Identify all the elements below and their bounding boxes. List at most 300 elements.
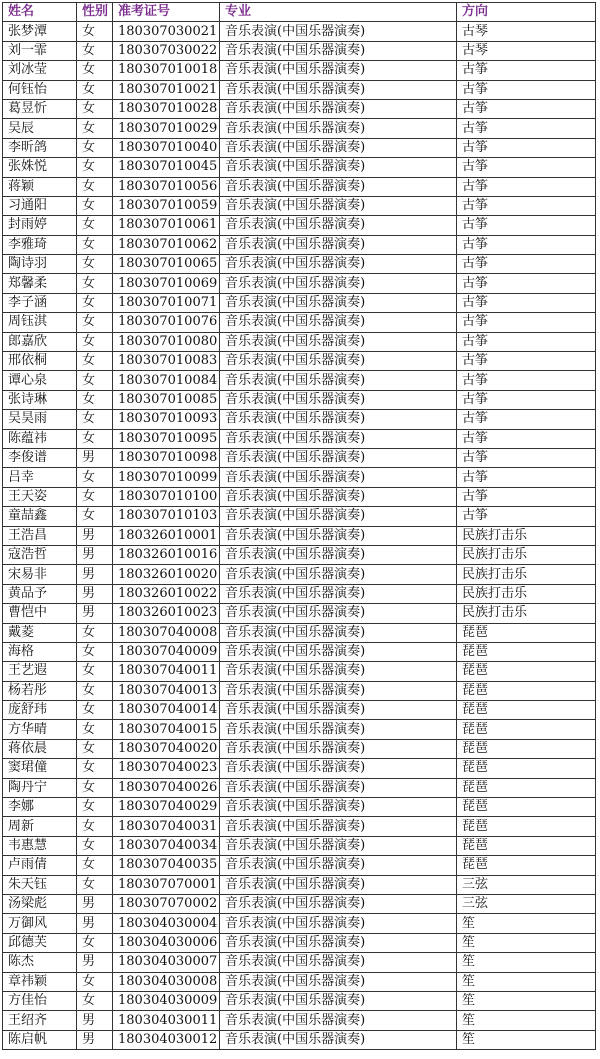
table-row bbox=[3, 991, 596, 1010]
table-row bbox=[3, 80, 596, 99]
cell-name: 吴昊雨 bbox=[3, 410, 77, 429]
cell-direction: 笙 bbox=[457, 914, 596, 933]
cell-direction: 笙 bbox=[457, 1011, 596, 1030]
cell-exam-id: 180307040026 bbox=[113, 778, 220, 797]
cell-direction: 古筝 bbox=[457, 332, 596, 351]
cell-major: 音乐表演(中国乐器演奏) bbox=[220, 604, 457, 623]
cell-direction: 古筝 bbox=[457, 390, 596, 409]
cell-major: 音乐表演(中国乐器演奏) bbox=[220, 856, 457, 875]
cell-direction: 古筝 bbox=[457, 158, 596, 177]
cell-major: 音乐表演(中国乐器演奏) bbox=[220, 778, 457, 797]
cell-direction: 古筝 bbox=[457, 235, 596, 254]
cell-gender: 女 bbox=[77, 720, 113, 739]
cell-exam-id: 180307070002 bbox=[113, 894, 220, 913]
cell-gender: 女 bbox=[77, 274, 113, 293]
cell-major: 音乐表演(中国乐器演奏) bbox=[220, 41, 457, 60]
cell-exam-id: 180307070001 bbox=[113, 875, 220, 894]
cell-gender: 女 bbox=[77, 80, 113, 99]
cell-gender: 女 bbox=[77, 798, 113, 817]
table-row bbox=[3, 410, 596, 429]
cell-exam-id: 180304030009 bbox=[113, 991, 220, 1010]
cell-gender: 女 bbox=[77, 177, 113, 196]
cell-name: 王绍齐 bbox=[3, 1011, 77, 1030]
cell-gender: 男 bbox=[77, 526, 113, 545]
cell-direction: 三弦 bbox=[457, 894, 596, 913]
cell-gender: 女 bbox=[77, 972, 113, 991]
cell-name: 戴菱 bbox=[3, 623, 77, 642]
cell-major: 音乐表演(中国乐器演奏) bbox=[220, 119, 457, 138]
cell-exam-id: 180304030007 bbox=[113, 953, 220, 972]
cell-name: 万御风 bbox=[3, 914, 77, 933]
table-row bbox=[3, 836, 596, 855]
cell-direction: 古琴 bbox=[457, 22, 596, 41]
cell-gender: 女 bbox=[77, 158, 113, 177]
cell-gender: 女 bbox=[77, 313, 113, 332]
cell-exam-id: 180307010029 bbox=[113, 119, 220, 138]
table-row bbox=[3, 894, 596, 913]
table-row bbox=[3, 623, 596, 642]
table-row bbox=[3, 545, 596, 564]
cell-name: 方佳怡 bbox=[3, 991, 77, 1010]
table-row bbox=[3, 177, 596, 196]
cell-exam-id: 180304030008 bbox=[113, 972, 220, 991]
cell-direction: 琵琶 bbox=[457, 856, 596, 875]
cell-gender: 男 bbox=[77, 894, 113, 913]
cell-gender: 女 bbox=[77, 352, 113, 371]
cell-name: 陶丹宁 bbox=[3, 778, 77, 797]
cell-name: 张姝悦 bbox=[3, 158, 77, 177]
cell-exam-id: 180307010040 bbox=[113, 138, 220, 157]
cell-direction: 琵琶 bbox=[457, 662, 596, 681]
cell-direction: 琵琶 bbox=[457, 836, 596, 855]
cell-gender: 男 bbox=[77, 914, 113, 933]
cell-major: 音乐表演(中国乐器演奏) bbox=[220, 216, 457, 235]
table-row bbox=[3, 293, 596, 312]
cell-name: 朱天钰 bbox=[3, 875, 77, 894]
cell-gender: 女 bbox=[77, 196, 113, 215]
cell-direction: 古筝 bbox=[457, 448, 596, 467]
table-row bbox=[3, 584, 596, 603]
cell-name: 卢雨倩 bbox=[3, 856, 77, 875]
cell-major: 音乐表演(中国乐器演奏) bbox=[220, 507, 457, 526]
table-row bbox=[3, 1011, 596, 1030]
cell-name: 李娜 bbox=[3, 798, 77, 817]
cell-direction: 古筝 bbox=[457, 371, 596, 390]
cell-major: 音乐表演(中国乐器演奏) bbox=[220, 914, 457, 933]
cell-direction: 古筝 bbox=[457, 255, 596, 274]
cell-exam-id: 180326010001 bbox=[113, 526, 220, 545]
cell-gender: 女 bbox=[77, 856, 113, 875]
table-row bbox=[3, 468, 596, 487]
cell-direction: 琵琶 bbox=[457, 623, 596, 642]
table-row bbox=[3, 914, 596, 933]
cell-major: 音乐表演(中国乐器演奏) bbox=[220, 759, 457, 778]
cell-direction: 古筝 bbox=[457, 352, 596, 371]
cell-major: 音乐表演(中国乐器演奏) bbox=[220, 274, 457, 293]
table-row bbox=[3, 448, 596, 467]
cell-major: 音乐表演(中国乐器演奏) bbox=[220, 953, 457, 972]
admission-list-table bbox=[2, 2, 596, 1050]
cell-name: 周新 bbox=[3, 817, 77, 836]
cell-gender: 女 bbox=[77, 875, 113, 894]
cell-gender: 女 bbox=[77, 22, 113, 41]
table-row bbox=[3, 798, 596, 817]
cell-name: 王艺遐 bbox=[3, 662, 77, 681]
table-row bbox=[3, 41, 596, 60]
cell-exam-id: 180307010028 bbox=[113, 99, 220, 118]
cell-name: 童喆鑫 bbox=[3, 507, 77, 526]
header-exam-id: 准考证号 bbox=[113, 3, 220, 22]
cell-gender: 女 bbox=[77, 507, 113, 526]
cell-exam-id: 180307010100 bbox=[113, 487, 220, 506]
cell-gender: 女 bbox=[77, 759, 113, 778]
table-row bbox=[3, 99, 596, 118]
table-row bbox=[3, 875, 596, 894]
cell-major: 音乐表演(中国乐器演奏) bbox=[220, 235, 457, 254]
cell-name: 庞舒玮 bbox=[3, 701, 77, 720]
table-row bbox=[3, 972, 596, 991]
cell-major: 音乐表演(中国乐器演奏) bbox=[220, 584, 457, 603]
cell-direction: 古琴 bbox=[457, 41, 596, 60]
cell-major: 音乐表演(中国乐器演奏) bbox=[220, 526, 457, 545]
cell-gender: 女 bbox=[77, 739, 113, 758]
header-row bbox=[3, 3, 596, 22]
cell-major: 音乐表演(中国乐器演奏) bbox=[220, 22, 457, 41]
cell-gender: 女 bbox=[77, 119, 113, 138]
cell-exam-id: 180307010099 bbox=[113, 468, 220, 487]
cell-major: 音乐表演(中国乐器演奏) bbox=[220, 410, 457, 429]
table-row bbox=[3, 953, 596, 972]
table-row bbox=[3, 390, 596, 409]
cell-exam-id: 180307040035 bbox=[113, 856, 220, 875]
cell-exam-id: 180307010061 bbox=[113, 216, 220, 235]
cell-exam-id: 180307010085 bbox=[113, 390, 220, 409]
cell-direction: 古筝 bbox=[457, 410, 596, 429]
cell-gender: 女 bbox=[77, 623, 113, 642]
cell-gender: 女 bbox=[77, 61, 113, 80]
cell-exam-id: 180307010084 bbox=[113, 371, 220, 390]
table-row bbox=[3, 604, 596, 623]
cell-major: 音乐表演(中国乐器演奏) bbox=[220, 894, 457, 913]
cell-direction: 民族打击乐 bbox=[457, 604, 596, 623]
table-row bbox=[3, 429, 596, 448]
cell-gender: 女 bbox=[77, 817, 113, 836]
header-name: 姓名 bbox=[3, 3, 77, 22]
cell-exam-id: 180326010022 bbox=[113, 584, 220, 603]
cell-gender: 男 bbox=[77, 604, 113, 623]
cell-exam-id: 180307010065 bbox=[113, 255, 220, 274]
cell-major: 音乐表演(中国乐器演奏) bbox=[220, 61, 457, 80]
cell-gender: 女 bbox=[77, 293, 113, 312]
cell-gender: 男 bbox=[77, 953, 113, 972]
cell-direction: 古筝 bbox=[457, 99, 596, 118]
cell-direction: 古筝 bbox=[457, 468, 596, 487]
table-row bbox=[3, 138, 596, 157]
cell-name: 习通阳 bbox=[3, 196, 77, 215]
cell-major: 音乐表演(中国乐器演奏) bbox=[220, 933, 457, 952]
cell-exam-id: 180307040011 bbox=[113, 662, 220, 681]
cell-major: 音乐表演(中国乐器演奏) bbox=[220, 662, 457, 681]
cell-direction: 笙 bbox=[457, 933, 596, 952]
cell-major: 音乐表演(中国乐器演奏) bbox=[220, 623, 457, 642]
cell-name: 刘冰莹 bbox=[3, 61, 77, 80]
cell-major: 音乐表演(中国乐器演奏) bbox=[220, 196, 457, 215]
cell-name: 韦惠慧 bbox=[3, 836, 77, 855]
table-row bbox=[3, 274, 596, 293]
cell-major: 音乐表演(中国乐器演奏) bbox=[220, 138, 457, 157]
cell-exam-id: 180307030022 bbox=[113, 41, 220, 60]
cell-name: 李子涵 bbox=[3, 293, 77, 312]
cell-gender: 男 bbox=[77, 448, 113, 467]
cell-name: 葛昱忻 bbox=[3, 99, 77, 118]
cell-exam-id: 180307010083 bbox=[113, 352, 220, 371]
table-row bbox=[3, 701, 596, 720]
table-row bbox=[3, 662, 596, 681]
cell-gender: 女 bbox=[77, 41, 113, 60]
cell-name: 李昕鸽 bbox=[3, 138, 77, 157]
cell-gender: 男 bbox=[77, 565, 113, 584]
cell-direction: 笙 bbox=[457, 972, 596, 991]
header-direction: 方向 bbox=[457, 3, 596, 22]
cell-direction: 古筝 bbox=[457, 80, 596, 99]
cell-gender: 女 bbox=[77, 235, 113, 254]
cell-exam-id: 180307030021 bbox=[113, 22, 220, 41]
cell-direction: 琵琶 bbox=[457, 798, 596, 817]
cell-exam-id: 180307010018 bbox=[113, 61, 220, 80]
cell-exam-id: 180307010056 bbox=[113, 177, 220, 196]
table-row bbox=[3, 61, 596, 80]
cell-major: 音乐表演(中国乐器演奏) bbox=[220, 332, 457, 351]
table-row bbox=[3, 158, 596, 177]
header-major: 专业 bbox=[220, 3, 457, 22]
cell-direction: 笙 bbox=[457, 991, 596, 1010]
table-row bbox=[3, 255, 596, 274]
cell-major: 音乐表演(中国乐器演奏) bbox=[220, 545, 457, 564]
cell-direction: 古筝 bbox=[457, 216, 596, 235]
cell-gender: 女 bbox=[77, 642, 113, 661]
cell-gender: 女 bbox=[77, 332, 113, 351]
cell-major: 音乐表演(中国乐器演奏) bbox=[220, 798, 457, 817]
cell-name: 封雨婷 bbox=[3, 216, 77, 235]
cell-major: 音乐表演(中国乐器演奏) bbox=[220, 739, 457, 758]
table-row bbox=[3, 739, 596, 758]
cell-name: 方华晴 bbox=[3, 720, 77, 739]
cell-major: 音乐表演(中国乐器演奏) bbox=[220, 642, 457, 661]
cell-name: 曹恺中 bbox=[3, 604, 77, 623]
cell-gender: 女 bbox=[77, 991, 113, 1010]
cell-gender: 女 bbox=[77, 138, 113, 157]
table-row bbox=[3, 313, 596, 332]
cell-exam-id: 180304030011 bbox=[113, 1011, 220, 1030]
cell-exam-id: 180304030012 bbox=[113, 1030, 220, 1049]
cell-name: 吕幸 bbox=[3, 468, 77, 487]
cell-gender: 女 bbox=[77, 487, 113, 506]
table-row bbox=[3, 352, 596, 371]
cell-exam-id: 180307040008 bbox=[113, 623, 220, 642]
cell-exam-id: 180304030006 bbox=[113, 933, 220, 952]
cell-name: 陶诗羽 bbox=[3, 255, 77, 274]
cell-direction: 古筝 bbox=[457, 487, 596, 506]
table-row bbox=[3, 681, 596, 700]
table-row bbox=[3, 332, 596, 351]
cell-name: 何钰怡 bbox=[3, 80, 77, 99]
cell-name: 李雅琦 bbox=[3, 235, 77, 254]
cell-exam-id: 180307040020 bbox=[113, 739, 220, 758]
cell-name: 窦珺僮 bbox=[3, 759, 77, 778]
table-body bbox=[3, 22, 596, 1050]
cell-direction: 笙 bbox=[457, 953, 596, 972]
cell-exam-id: 180307010045 bbox=[113, 158, 220, 177]
cell-name: 刘一霏 bbox=[3, 41, 77, 60]
cell-gender: 男 bbox=[77, 584, 113, 603]
table-row bbox=[3, 778, 596, 797]
cell-direction: 琵琶 bbox=[457, 701, 596, 720]
cell-direction: 古筝 bbox=[457, 274, 596, 293]
cell-exam-id: 180307010095 bbox=[113, 429, 220, 448]
table-row bbox=[3, 1030, 596, 1049]
cell-major: 音乐表演(中国乐器演奏) bbox=[220, 991, 457, 1010]
cell-exam-id: 180307010059 bbox=[113, 196, 220, 215]
cell-major: 音乐表演(中国乐器演奏) bbox=[220, 836, 457, 855]
table-row bbox=[3, 526, 596, 545]
cell-name: 黄品予 bbox=[3, 584, 77, 603]
cell-direction: 民族打击乐 bbox=[457, 526, 596, 545]
cell-exam-id: 180326010023 bbox=[113, 604, 220, 623]
cell-major: 音乐表演(中国乐器演奏) bbox=[220, 1011, 457, 1030]
cell-exam-id: 180307010076 bbox=[113, 313, 220, 332]
cell-direction: 古筝 bbox=[457, 177, 596, 196]
table-row bbox=[3, 856, 596, 875]
cell-exam-id: 180326010020 bbox=[113, 565, 220, 584]
cell-name: 海格 bbox=[3, 642, 77, 661]
cell-name: 周钰淇 bbox=[3, 313, 77, 332]
cell-gender: 女 bbox=[77, 701, 113, 720]
table-row bbox=[3, 933, 596, 952]
cell-exam-id: 180307010098 bbox=[113, 448, 220, 467]
cell-direction: 琵琶 bbox=[457, 720, 596, 739]
cell-gender: 女 bbox=[77, 371, 113, 390]
cell-direction: 古筝 bbox=[457, 138, 596, 157]
cell-gender: 女 bbox=[77, 836, 113, 855]
cell-name: 郑馨柔 bbox=[3, 274, 77, 293]
cell-direction: 琵琶 bbox=[457, 739, 596, 758]
cell-direction: 琵琶 bbox=[457, 759, 596, 778]
table-row bbox=[3, 817, 596, 836]
table-row bbox=[3, 196, 596, 215]
cell-direction: 琵琶 bbox=[457, 817, 596, 836]
cell-gender: 男 bbox=[77, 1030, 113, 1049]
cell-name: 张梦潭 bbox=[3, 22, 77, 41]
cell-direction: 民族打击乐 bbox=[457, 545, 596, 564]
cell-major: 音乐表演(中国乐器演奏) bbox=[220, 255, 457, 274]
cell-direction: 古筝 bbox=[457, 119, 596, 138]
table-row bbox=[3, 759, 596, 778]
cell-exam-id: 180307040029 bbox=[113, 798, 220, 817]
cell-direction: 琵琶 bbox=[457, 681, 596, 700]
cell-major: 音乐表演(中国乐器演奏) bbox=[220, 1030, 457, 1049]
cell-exam-id: 180307010069 bbox=[113, 274, 220, 293]
table-row bbox=[3, 216, 596, 235]
cell-name: 张诗琳 bbox=[3, 390, 77, 409]
cell-name: 王天姿 bbox=[3, 487, 77, 506]
cell-major: 音乐表演(中国乐器演奏) bbox=[220, 313, 457, 332]
cell-name: 邱德芙 bbox=[3, 933, 77, 952]
cell-major: 音乐表演(中国乐器演奏) bbox=[220, 681, 457, 700]
cell-major: 音乐表演(中国乐器演奏) bbox=[220, 487, 457, 506]
cell-name: 寇浩哲 bbox=[3, 545, 77, 564]
cell-major: 音乐表演(中国乐器演奏) bbox=[220, 875, 457, 894]
cell-gender: 女 bbox=[77, 681, 113, 700]
cell-major: 音乐表演(中国乐器演奏) bbox=[220, 701, 457, 720]
cell-major: 音乐表演(中国乐器演奏) bbox=[220, 293, 457, 312]
cell-major: 音乐表演(中国乐器演奏) bbox=[220, 80, 457, 99]
cell-name: 李俊谱 bbox=[3, 448, 77, 467]
table-row bbox=[3, 642, 596, 661]
cell-major: 音乐表演(中国乐器演奏) bbox=[220, 352, 457, 371]
cell-direction: 笙 bbox=[457, 1030, 596, 1049]
cell-name: 陈杰 bbox=[3, 953, 77, 972]
cell-exam-id: 180307040009 bbox=[113, 642, 220, 661]
cell-gender: 男 bbox=[77, 545, 113, 564]
cell-name: 蒋颖 bbox=[3, 177, 77, 196]
cell-direction: 古筝 bbox=[457, 429, 596, 448]
cell-major: 音乐表演(中国乐器演奏) bbox=[220, 972, 457, 991]
cell-major: 音乐表演(中国乐器演奏) bbox=[220, 390, 457, 409]
cell-major: 音乐表演(中国乐器演奏) bbox=[220, 371, 457, 390]
header-gender: 性别 bbox=[77, 3, 113, 22]
cell-exam-id: 180307010062 bbox=[113, 235, 220, 254]
cell-gender: 女 bbox=[77, 390, 113, 409]
cell-name: 宋易非 bbox=[3, 565, 77, 584]
cell-exam-id: 180307010103 bbox=[113, 507, 220, 526]
cell-direction: 三弦 bbox=[457, 875, 596, 894]
table-row bbox=[3, 371, 596, 390]
cell-gender: 女 bbox=[77, 410, 113, 429]
table-row bbox=[3, 22, 596, 41]
cell-direction: 古筝 bbox=[457, 61, 596, 80]
cell-gender: 女 bbox=[77, 255, 113, 274]
cell-exam-id: 180307040013 bbox=[113, 681, 220, 700]
cell-direction: 民族打击乐 bbox=[457, 565, 596, 584]
table-row bbox=[3, 487, 596, 506]
cell-exam-id: 180307040015 bbox=[113, 720, 220, 739]
cell-gender: 女 bbox=[77, 778, 113, 797]
cell-major: 音乐表演(中国乐器演奏) bbox=[220, 720, 457, 739]
cell-major: 音乐表演(中国乐器演奏) bbox=[220, 817, 457, 836]
table-row bbox=[3, 507, 596, 526]
cell-exam-id: 180326010016 bbox=[113, 545, 220, 564]
cell-name: 章祎颖 bbox=[3, 972, 77, 991]
cell-gender: 男 bbox=[77, 1011, 113, 1030]
cell-name: 陈启帆 bbox=[3, 1030, 77, 1049]
cell-gender: 女 bbox=[77, 468, 113, 487]
cell-exam-id: 180307010080 bbox=[113, 332, 220, 351]
cell-name: 郎嘉欣 bbox=[3, 332, 77, 351]
cell-name: 杨若彤 bbox=[3, 681, 77, 700]
cell-name: 王浩昌 bbox=[3, 526, 77, 545]
cell-exam-id: 180307040031 bbox=[113, 817, 220, 836]
cell-direction: 古筝 bbox=[457, 313, 596, 332]
table-row bbox=[3, 119, 596, 138]
cell-exam-id: 180307040014 bbox=[113, 701, 220, 720]
cell-exam-id: 180307040023 bbox=[113, 759, 220, 778]
cell-direction: 民族打击乐 bbox=[457, 584, 596, 603]
cell-major: 音乐表演(中国乐器演奏) bbox=[220, 448, 457, 467]
cell-gender: 女 bbox=[77, 99, 113, 118]
cell-direction: 古筝 bbox=[457, 507, 596, 526]
cell-exam-id: 180307010021 bbox=[113, 80, 220, 99]
table-row bbox=[3, 235, 596, 254]
